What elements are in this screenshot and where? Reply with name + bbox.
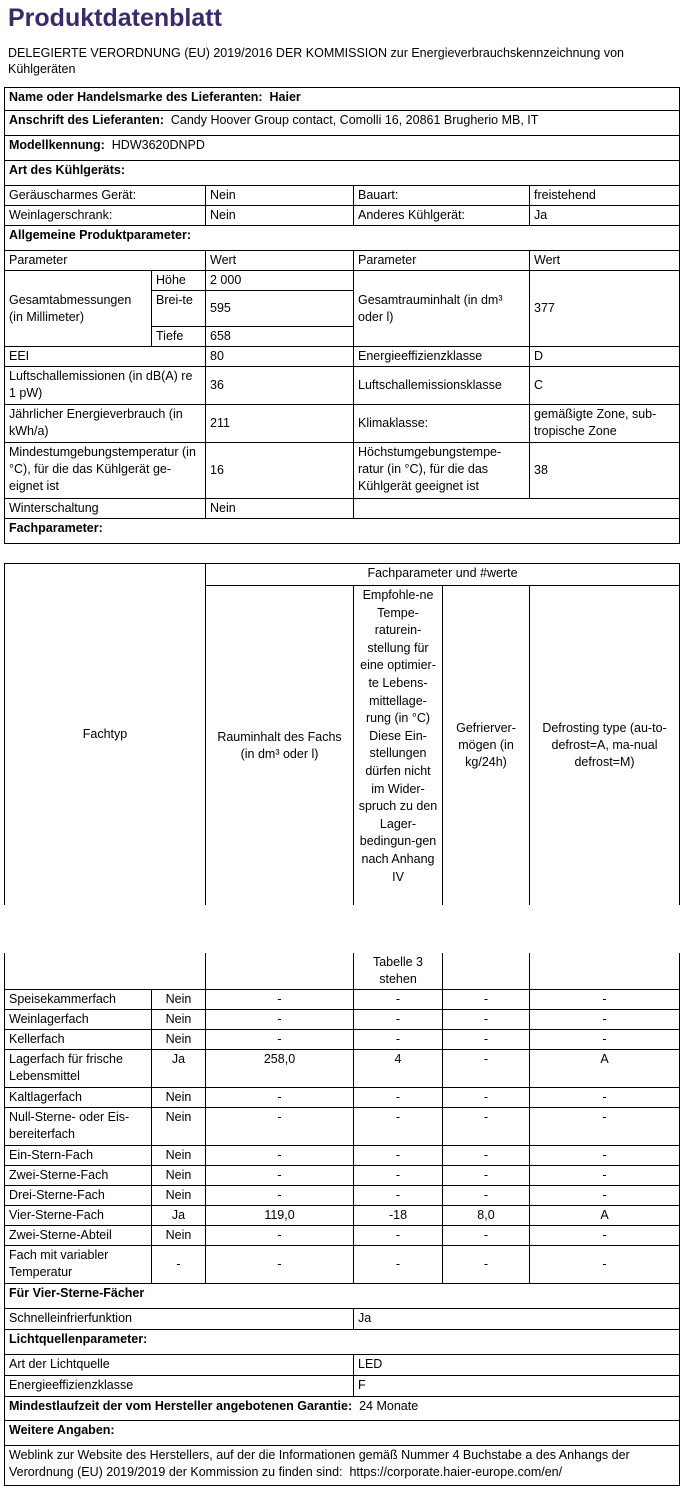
model-label: Modellkennung: xyxy=(9,138,105,152)
compartment-volume: - xyxy=(206,1088,354,1108)
model-value: HDW3620DNPD xyxy=(111,138,205,152)
light-type-label: Art der Lichtquelle xyxy=(5,1355,354,1376)
compartment-present: Ja xyxy=(152,1050,206,1088)
eei-value: 80 xyxy=(206,347,354,367)
compartment-freeze: 8,0 xyxy=(443,1206,530,1226)
compartment-defrost: - xyxy=(530,1010,680,1030)
defrost-header-cont xyxy=(530,953,680,990)
climate-class-label: Klimaklasse: xyxy=(354,405,530,443)
appliance-type-heading: Art des Kühlgeräts: xyxy=(5,161,680,186)
freeze-header: Gefrierver-mögen (in kg/24h) xyxy=(443,586,530,906)
compartments-heading: Fachparameter: xyxy=(5,519,680,544)
compartment-freeze: - xyxy=(443,1088,530,1108)
compartment-volume: - xyxy=(206,1146,354,1166)
compartment-defrost: - xyxy=(530,1226,680,1246)
compartment-defrost: A xyxy=(530,1050,680,1088)
compartment-present: Nein xyxy=(152,1186,206,1206)
height-value: 2 000 xyxy=(206,271,354,291)
compartment-present: Nein xyxy=(152,1088,206,1108)
low-noise-label: Geräuscharmes Gerät: xyxy=(5,186,206,206)
compartment-present: - xyxy=(152,1246,206,1284)
annual-energy-label: Jährlicher Energieverbrauch (in kWh/a) xyxy=(5,405,206,443)
temp-header-part2: Diese Ein-stellungen dürfen nicht im Wider-spruch zu den Lager-bedingun-gen nach Anhang IV xyxy=(358,728,438,884)
compartment-name: Zwei-Sterne-Fach xyxy=(5,1166,152,1186)
type-header-cont xyxy=(5,953,206,990)
compartment-freeze: - xyxy=(443,1030,530,1050)
supplier-row xyxy=(5,88,680,111)
other-appliance-value: Ja xyxy=(530,206,680,226)
compartment-group-header: Fachparameter und #werte xyxy=(206,564,680,586)
light-class-label: Energieeffizienzklasse xyxy=(5,1376,354,1397)
climate-class-value: gemäßigte Zone, sub-tropische Zone xyxy=(530,405,680,443)
compartment-present: Ja xyxy=(152,1206,206,1226)
compartment-present: Nein xyxy=(152,1226,206,1246)
freeze-header-cont xyxy=(443,953,530,990)
compartment-present: Nein xyxy=(152,1166,206,1186)
compartment-volume: 258,0 xyxy=(206,1050,354,1088)
model-row xyxy=(5,136,680,161)
width-label: Brei-te xyxy=(152,291,206,327)
compartment-present: Nein xyxy=(152,990,206,1010)
manufacturer-link[interactable]: https://corporate.haier-europe.com/en/ xyxy=(349,1465,563,1479)
light-type-value: LED xyxy=(354,1355,680,1376)
compartment-volume: - xyxy=(206,1186,354,1206)
compartment-row xyxy=(5,1030,680,1050)
compartment-row xyxy=(5,1166,680,1186)
address-value: Candy Hoover Group contact, Comolli 16, 20861 Brugherio MB, IT xyxy=(170,113,539,127)
compartment-row xyxy=(5,990,680,1010)
compartment-defrost: - xyxy=(530,1146,680,1166)
height-label: Höhe xyxy=(152,271,206,291)
noise-label: Luftschallemissionen (in dB(A) re 1 pW) xyxy=(5,367,206,405)
width-value: 595 xyxy=(206,291,354,327)
compartment-volume: - xyxy=(206,1030,354,1050)
fast-freeze-value: Ja xyxy=(354,1309,680,1330)
compartment-row xyxy=(5,1108,680,1146)
wine-cabinet-value: Nein xyxy=(206,206,354,226)
compartment-row xyxy=(5,1246,680,1284)
compartment-freeze: - xyxy=(443,990,530,1010)
min-temp-label: Mindestumgebungstemperatur (in °C), für die das Kühlgerät ge-eignet ist xyxy=(5,443,206,499)
compartment-freeze: - xyxy=(443,1146,530,1166)
compartment-name: Kaltlagerfach xyxy=(5,1088,152,1108)
compartment-rows xyxy=(5,990,680,1284)
compartment-defrost: - xyxy=(530,1030,680,1050)
compartment-name: Kellerfach xyxy=(5,1030,152,1050)
noise-value: 36 xyxy=(206,367,354,405)
value-header-2: Wert xyxy=(530,251,680,271)
total-volume-label: Gesamtrauminhalt (in dm³ oder l) xyxy=(354,271,530,347)
warranty-value: 24 Monate xyxy=(359,1399,419,1413)
compartment-name: Null-Sterne- oder Eis-bereiterfach xyxy=(5,1108,152,1146)
address-label: Anschrift des Lieferanten: xyxy=(9,113,164,127)
depth-label: Tiefe xyxy=(152,327,206,347)
design-value: freistehend xyxy=(530,186,680,206)
compartment-row xyxy=(5,1050,680,1088)
compartment-defrost: A xyxy=(530,1206,680,1226)
compartment-defrost: - xyxy=(530,1108,680,1146)
compartment-name: Weinlagerfach xyxy=(5,1010,152,1030)
winter-empty xyxy=(354,499,680,519)
compartment-row xyxy=(5,1226,680,1246)
compartment-name: Vier-Sterne-Fach xyxy=(5,1206,152,1226)
compartment-freeze: - xyxy=(443,1108,530,1146)
low-noise-value: Nein xyxy=(206,186,354,206)
compartment-temp: - xyxy=(354,1146,443,1166)
volume-header: Rauminhalt des Fachs (in dm³ oder l) xyxy=(206,586,354,906)
compartment-freeze: - xyxy=(443,1010,530,1030)
energy-class-label: Energieeffizienzklasse xyxy=(354,347,530,367)
annual-energy-value: 211 xyxy=(206,405,354,443)
compartment-temp: - xyxy=(354,1030,443,1050)
compartment-defrost: - xyxy=(530,1186,680,1206)
four-star-heading: Für Vier-Sterne-Fächer xyxy=(5,1284,680,1309)
param-header: Parameter xyxy=(5,251,206,271)
compartment-volume: 119,0 xyxy=(206,1206,354,1226)
compartment-volume: - xyxy=(206,1010,354,1030)
compartment-volume: - xyxy=(206,1108,354,1146)
value-header: Wert xyxy=(206,251,354,271)
compartment-defrost: - xyxy=(530,1246,680,1284)
fast-freeze-label: Schnelleinfrierfunktion xyxy=(5,1309,354,1330)
compartment-temp: - xyxy=(354,990,443,1010)
compartment-row xyxy=(5,1146,680,1166)
light-heading: Lichtquellenparameter: xyxy=(5,1330,680,1355)
temp-header-cont: Tabelle 3 stehen xyxy=(354,953,443,990)
compartment-temp: -18 xyxy=(354,1206,443,1226)
compartment-temp: - xyxy=(354,1226,443,1246)
compartment-row xyxy=(5,1088,680,1108)
further-text-row xyxy=(5,1446,680,1486)
other-appliance-label: Anderes Kühlgerät: xyxy=(354,206,530,226)
compartment-row xyxy=(5,1186,680,1206)
regulation-text: DELEGIERTE VERORDNUNG (EU) 2019/2016 DER KOMMISSION zur Energieverbrauchskennzeichnung von Kühlgeräten xyxy=(8,46,624,76)
supplier-value: Haier xyxy=(269,90,301,104)
compartment-volume: - xyxy=(206,1246,354,1284)
compartment-freeze: - xyxy=(443,1050,530,1088)
design-label: Bauart: xyxy=(354,186,530,206)
min-temp-value: 16 xyxy=(206,443,354,499)
compartment-present: Nein xyxy=(152,1108,206,1146)
compartment-present: Nein xyxy=(152,1010,206,1030)
further-heading: Weitere Angaben: xyxy=(5,1421,680,1446)
compartment-freeze: - xyxy=(443,1186,530,1206)
compartment-type-header: Fachtyp xyxy=(5,564,206,906)
volume-header-cont xyxy=(206,953,354,990)
compartment-name: Lagerfach für frische Lebensmittel xyxy=(5,1050,152,1088)
defrost-header: Defrosting type (au-to-defrost=A, ma-nual defrost=M) xyxy=(530,586,680,906)
temp-header xyxy=(354,586,443,906)
compartment-row xyxy=(5,1206,680,1226)
max-temp-value: 38 xyxy=(530,443,680,499)
compartment-temp: - xyxy=(354,1166,443,1186)
warranty-label: Mindestlaufzeit der vom Hersteller angebotenen Garantie: xyxy=(9,1399,353,1413)
temp-header-part1: Empfohle-ne Tempe-raturein-stellung für eine optimier-te Lebens-mittellage-rung (in °C) xyxy=(360,588,436,726)
supplier-label: Name oder Handelsmarke des Lieferanten: xyxy=(9,90,263,104)
compartment-present: Nein xyxy=(152,1030,206,1050)
depth-value: 658 xyxy=(206,327,354,347)
compartment-row xyxy=(5,1010,680,1030)
wine-cabinet-label: Weinlagerschrank: xyxy=(5,206,206,226)
max-temp-label: Höchstumgebungstempe-ratur (in °C), für die das Kühlgerät geeignet ist xyxy=(354,443,530,499)
winter-label: Winterschaltung xyxy=(5,499,206,519)
datasheet-table-part1 xyxy=(4,87,680,544)
compartment-freeze: - xyxy=(443,1226,530,1246)
address-row xyxy=(5,111,680,136)
dimensions-label: Gesamtabmessungen (in Millimeter) xyxy=(5,271,152,347)
compartment-temp: - xyxy=(354,1010,443,1030)
compartment-name: Fach mit variabler Temperatur xyxy=(5,1246,152,1284)
compartment-freeze: - xyxy=(443,1246,530,1284)
energy-class-value: D xyxy=(530,347,680,367)
compartment-name: Speisekammerfach xyxy=(5,990,152,1010)
total-volume-value: 377 xyxy=(530,271,680,347)
noise-class-value: C xyxy=(530,367,680,405)
compartment-temp: - xyxy=(354,1108,443,1146)
compartment-temp: - xyxy=(354,1186,443,1206)
datasheet-table-part2 xyxy=(4,953,680,1486)
compartment-name: Drei-Sterne-Fach xyxy=(5,1186,152,1206)
compartment-header-table xyxy=(4,563,680,906)
compartment-temp: - xyxy=(354,1088,443,1108)
compartment-name: Ein-Stern-Fach xyxy=(5,1146,152,1166)
light-class-value: F xyxy=(354,1376,680,1397)
page-break-gap xyxy=(0,905,682,953)
compartment-temp: - xyxy=(354,1246,443,1284)
noise-class-label: Luftschallemissionsklasse xyxy=(354,367,530,405)
page-title: Produktdatenblatt xyxy=(8,4,222,32)
compartment-defrost: - xyxy=(530,990,680,1010)
compartment-freeze: - xyxy=(443,1166,530,1186)
compartment-volume: - xyxy=(206,1226,354,1246)
compartment-name: Zwei-Sterne-Abteil xyxy=(5,1226,152,1246)
compartment-present: Nein xyxy=(152,1146,206,1166)
warranty-row xyxy=(5,1397,680,1421)
compartment-temp: 4 xyxy=(354,1050,443,1088)
general-heading: Allgemeine Produktparameter: xyxy=(5,226,680,251)
compartment-volume: - xyxy=(206,990,354,1010)
eei-label: EEI xyxy=(5,347,206,367)
winter-value: Nein xyxy=(206,499,354,519)
compartment-defrost: - xyxy=(530,1166,680,1186)
further-text: Weblink zur Website des Herstellers, auf der die Informationen gemäß Nummer 4 Buchstabe a des Anhangs der Verordnung (EU) 2019/2019 der Kommission zu finden sind: xyxy=(9,1448,630,1479)
param-header-2: Parameter xyxy=(354,251,530,271)
compartment-defrost: - xyxy=(530,1088,680,1108)
compartment-volume: - xyxy=(206,1166,354,1186)
